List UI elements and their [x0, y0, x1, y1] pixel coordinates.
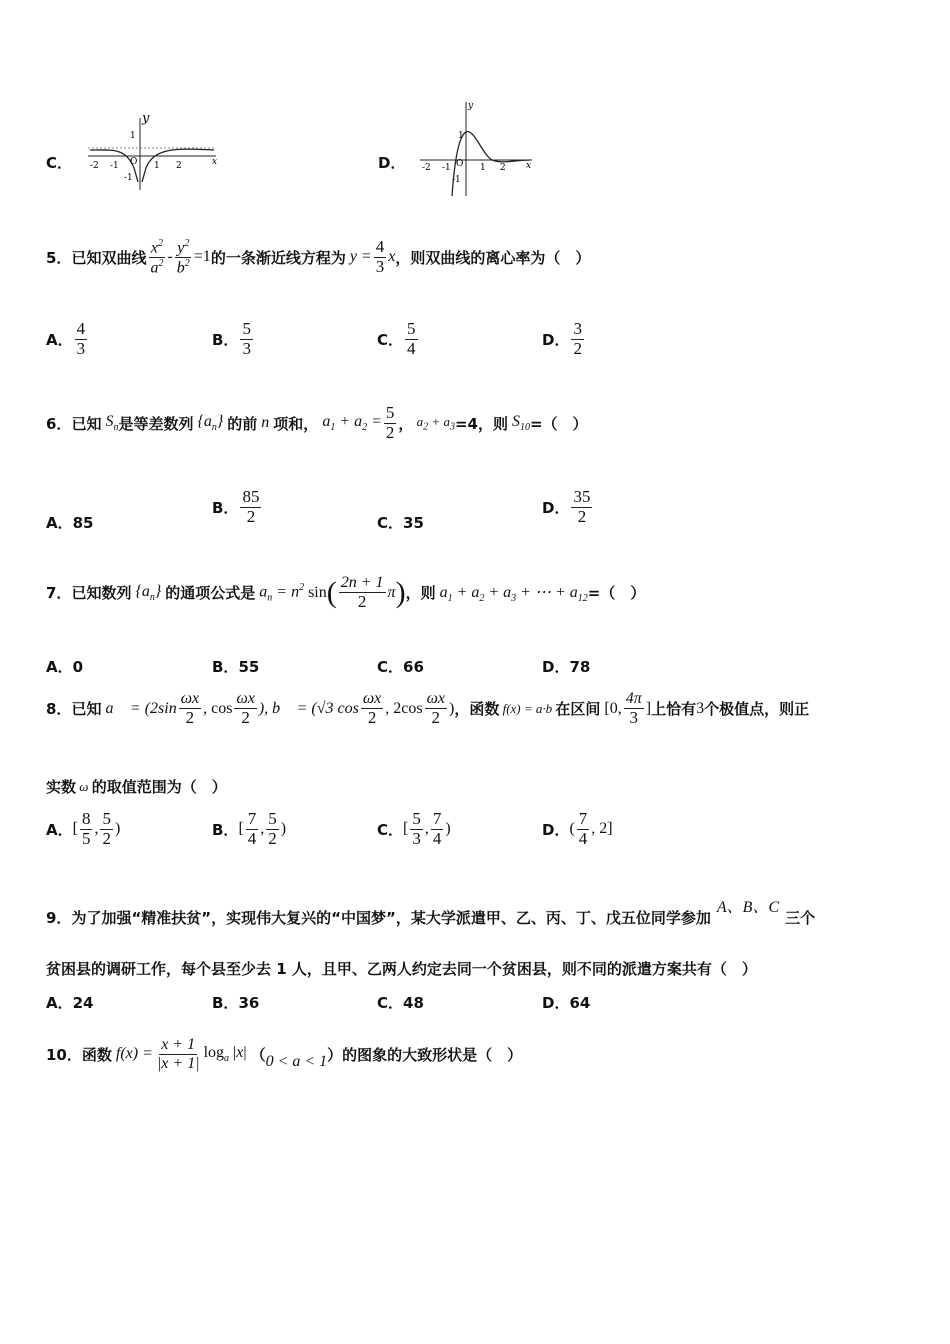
q8-t4: 上恰有: [651, 700, 697, 719]
q7-t3: ，则: [405, 584, 436, 603]
q7-option-c-label: C．: [377, 658, 404, 676]
question-10: 10． 函数 f(x) = $\frac{x + 1}{|x + 1|}$ $\log_a |x|$ （ 0 < a < 1 ）的图象的大致形状是（ ）: [46, 1036, 523, 1072]
graph-d-tick-1: 1: [458, 131, 464, 141]
q8-option-c-n1: 5: [412, 809, 421, 828]
q8-option-a-label: A．: [46, 820, 73, 839]
q5-option-d[interactable]: [542, 320, 586, 358]
q8-option-a-d1: 5: [81, 828, 91, 848]
q6-t1: 已知: [71, 414, 102, 433]
q8-option-b-n2: 5: [268, 809, 277, 828]
graph-d-label: D．: [378, 154, 406, 172]
q5-frac-slope: $\frac{4}{3}$: [375, 237, 385, 276]
q6-option-c-value: 35: [403, 513, 424, 532]
q6-option-c[interactable]: [377, 512, 424, 533]
q8-option-b-close: ): [280, 820, 287, 838]
q8-t1: 已知: [71, 700, 102, 719]
q6-option-c-label: C．: [377, 514, 404, 532]
graph-d-tick-neg1y: -1: [452, 175, 461, 185]
q9-abc: A、B、C: [716, 899, 780, 916]
q8-count: 3: [696, 699, 705, 717]
graph-c-x-label: x: [212, 157, 218, 167]
q9-option-a[interactable]: [46, 992, 93, 1013]
q8-t5: 个极值点，则正: [704, 700, 810, 719]
q7-option-b-value: 55: [238, 657, 260, 676]
graph-d-tick-neg2: -2: [422, 163, 431, 173]
q8-option-d-n1: 7: [578, 809, 588, 828]
q5-number: 5．: [46, 248, 72, 267]
q8-option-c-d1: 3: [412, 828, 421, 848]
graph-d-curve: [452, 132, 530, 196]
q8-option-b-n1: 7: [247, 809, 257, 828]
q8-option-a-open: [: [72, 820, 78, 838]
q5-option-c[interactable]: [377, 320, 420, 358]
q9-option-b-value: 36: [238, 993, 260, 1012]
q6-option-d[interactable]: [542, 488, 594, 526]
q8-line2: 实数 ω 的取值范围为（ ）: [46, 778, 227, 796]
q6-t4: 项和，: [273, 414, 319, 433]
q10-t1: 函数: [81, 1045, 112, 1064]
q7-option-a-value: 0: [72, 657, 84, 676]
q8-option-a[interactable]: A． [ $\frac{8}{5}$ , $\frac{5}{2}$ ): [46, 809, 121, 848]
q7-option-d-value: 78: [569, 657, 591, 676]
q5-eq: =1: [193, 248, 211, 266]
q8-line2b: 的取值范围为（ ）: [91, 778, 227, 796]
q8-option-a-n2: 5: [102, 809, 111, 828]
q8-option-a-d2: 2: [102, 828, 111, 848]
q6-frac-num: 5: [385, 403, 395, 422]
q6-option-a[interactable]: [46, 512, 93, 533]
q10-t2: （: [250, 1045, 266, 1064]
q7-option-a[interactable]: [46, 656, 83, 677]
q5-post: ，则双曲线的离心率为（ ）: [395, 248, 591, 267]
q5-option-c-label: C．: [377, 330, 404, 349]
graph-c-label: C．: [46, 154, 73, 172]
q6-option-d-num: 35: [573, 487, 591, 506]
q7-option-d-label: D．: [542, 658, 570, 676]
q6-option-a-value: 85: [72, 513, 94, 532]
q8-option-b-label: B．: [212, 820, 239, 839]
q6-frac-den: 2: [385, 422, 395, 442]
graph-c-y-label: y: [142, 112, 150, 126]
graph-c-tick-neg1: -1: [110, 161, 119, 171]
q9-option-d-value: 64: [569, 993, 591, 1012]
q5-option-d-num: 3: [573, 319, 582, 338]
question-9: [46, 899, 816, 929]
q5-option-b-den: 3: [242, 338, 251, 358]
q9-option-d-label: D．: [542, 994, 570, 1012]
q9-option-a-value: 24: [72, 993, 94, 1012]
graph-d-y-label: y: [468, 101, 474, 111]
q10-number: 10．: [46, 1045, 82, 1064]
q5-frac-y: $\frac{y^2}{b^2}$: [176, 238, 190, 277]
q8-option-c-close: ): [445, 820, 451, 838]
question-5: 5． 已知双曲线 $\frac{x^2}{a^2}$ - $\frac{y^2}{b^2}$ =1 的一条渐近线方程为 y = $\frac{4}{3}$ x ，则双曲线的离心率为（ ）: [46, 237, 591, 277]
q5-option-c-num: 5: [407, 319, 416, 338]
q7-t2: 的通项公式是: [165, 584, 256, 603]
q5-option-a[interactable]: [46, 320, 89, 358]
q7-option-c-value: 66: [403, 657, 424, 676]
q8-option-c-n2: 7: [432, 809, 442, 828]
q8-option-d-tail: , 2]: [591, 820, 613, 838]
q5-option-b-label: B．: [212, 330, 239, 349]
q8-option-d-open: (: [569, 820, 575, 838]
q8-t3: 在区间: [555, 700, 601, 719]
q8-option-c-d2: 4: [432, 828, 442, 848]
graph-d: [416, 98, 536, 198]
q6-option-b-num: 85: [242, 487, 260, 506]
q8-number: 8．: [46, 700, 72, 719]
q9-option-c-label: C．: [377, 994, 404, 1012]
q7-option-b[interactable]: [212, 656, 259, 677]
q8-option-a-n1: 8: [81, 809, 91, 828]
q5-option-a-num: 4: [76, 319, 86, 338]
question-7: 7． 已知数列 $\{a_n\}$ 的通项公式是 $a_n = n^2$ sin ( $\frac{2n + 1}{2}$ π ) ，则 $a_1 + a_2 + a_3$ + ⋯ + $a_{12}$ =（ ）: [46, 574, 646, 611]
q8-option-d[interactable]: [542, 810, 613, 848]
graph-d-tick-1x: 1: [480, 163, 486, 173]
q8-option-b[interactable]: B． [ $\frac{7}{4}$ , $\frac{5}{2}$ ): [212, 809, 287, 848]
q6-t3: 的前: [227, 414, 258, 433]
q8-option-b-d2: 2: [268, 828, 277, 848]
q9-option-c-value: 48: [403, 993, 424, 1012]
graph-c-curve: [90, 149, 214, 182]
q9-option-a-label: A．: [46, 994, 73, 1012]
q9-line2-row: [46, 958, 757, 979]
graph-c-tick-1: 1: [130, 131, 136, 141]
q9-option-d[interactable]: [542, 992, 590, 1013]
q8-line2a: 实数: [46, 778, 77, 796]
q6-option-b-den: 2: [246, 506, 256, 526]
q8-option-d-label: D．: [542, 820, 570, 839]
q9-line2: 贫困县的调研工作，每个县至少去 1 人，且甲、乙两人约定去同一个贫困县，则不同的派遣方案共有（ ）: [46, 960, 757, 978]
graph-c-tick-neg2: -2: [90, 161, 99, 171]
q6-option-d-label: D．: [542, 498, 570, 517]
graph-c-tick-1x: 1: [154, 161, 160, 171]
q6-option-d-den: 2: [577, 506, 587, 526]
graph-d-tick-2x: 2: [500, 163, 506, 173]
q10-t3: ）的图象的大致形状是（ ）: [327, 1045, 523, 1064]
q8-t2: ，函数: [454, 700, 500, 719]
q5-option-a-den: 3: [76, 338, 86, 358]
q6-t6: =4，则: [454, 414, 508, 433]
q6-option-a-label: A．: [46, 514, 73, 532]
q7-option-c[interactable]: [377, 656, 424, 677]
q8-option-d-d1: 4: [578, 828, 588, 848]
q8-option-a-close: ): [114, 820, 121, 838]
q9-option-b[interactable]: [212, 992, 259, 1013]
q8-option-c[interactable]: C． [ $\frac{5}{3}$ , $\frac{7}{4}$ ): [377, 809, 451, 848]
q9-option-c[interactable]: [377, 992, 424, 1013]
graph-c-origin: O: [130, 157, 138, 167]
q7-t1: 已知数列: [71, 584, 132, 603]
graph-d-x-label: x: [526, 161, 532, 171]
q5-option-d-label: D．: [542, 330, 570, 349]
question-6: 6． 已知 $S_n$ 是等差数列 $\{a_n\}$ 的前 n 项和， $a_1 + a_2$ = $\frac{5}{2}$ ， $a_2 + a_3$ =4，则 $S_{10}$ =（ ）: [46, 403, 588, 442]
q5-mid: 的一条渐近线方程为: [210, 248, 346, 267]
q8-option-c-open: [: [403, 820, 409, 838]
q6-number: 6．: [46, 414, 72, 433]
graph-d-origin: O: [456, 159, 464, 169]
q7-option-b-label: B．: [212, 658, 239, 676]
q5-option-a-label: A．: [46, 330, 73, 349]
q9-line1-end: 三个: [785, 909, 816, 927]
q7-t4: =（ ）: [587, 584, 646, 603]
question-8: 8． 已知 a⃗ = (2sin $\frac{\omega x}{2}$ , cos $\frac{\omega x}{2}$ ), b⃗ = (√3 cos $\frac{\omega x}{2}$ , 2cos $\frac{\omega x}{2}$ ) ，函数 f(x) = a·b 在区间 [0, $\frac{4\pi}{3}$ ] 上恰有 3 个极值点，则正: [46, 690, 810, 727]
q5-frac-x: $\frac{x^2}{a^2}$: [150, 238, 164, 277]
q6-t2: 是等差数列: [118, 414, 194, 433]
q7-number: 7．: [46, 584, 72, 603]
q5-pre: 已知双曲线: [71, 248, 147, 267]
q9-number: 9．: [46, 909, 72, 927]
q9-line1: 为了加强“精准扶贫”，实现伟大复兴的“中国梦”，某大学派遣甲、乙、丙、丁、戊五位同学参加: [71, 909, 711, 927]
q7-option-a-label: A．: [46, 658, 73, 676]
q5-option-c-den: 4: [407, 338, 416, 358]
graph-c: [84, 112, 224, 192]
q8-option-c-label: C．: [377, 820, 404, 839]
q10-cond: 0 < a < 1: [265, 1053, 328, 1071]
q5-option-b[interactable]: [212, 320, 255, 358]
q6-option-b-label: B．: [212, 498, 239, 517]
q6-t5: ，: [398, 414, 414, 433]
q8-option-b-d1: 4: [247, 828, 257, 848]
graph-d-tick-neg1: -1: [442, 163, 451, 173]
q6-t7: =（ ）: [529, 414, 588, 433]
q5-option-d-den: 2: [573, 338, 582, 358]
q6-option-b[interactable]: [212, 488, 263, 526]
graph-c-tick-2x: 2: [176, 161, 182, 171]
graph-c-tick-neg1y: -1: [124, 173, 133, 183]
q9-option-b-label: B．: [212, 994, 239, 1012]
q7-option-d[interactable]: [542, 656, 590, 677]
q8-option-b-open: [: [238, 820, 244, 838]
q5-option-b-num: 5: [242, 319, 251, 338]
